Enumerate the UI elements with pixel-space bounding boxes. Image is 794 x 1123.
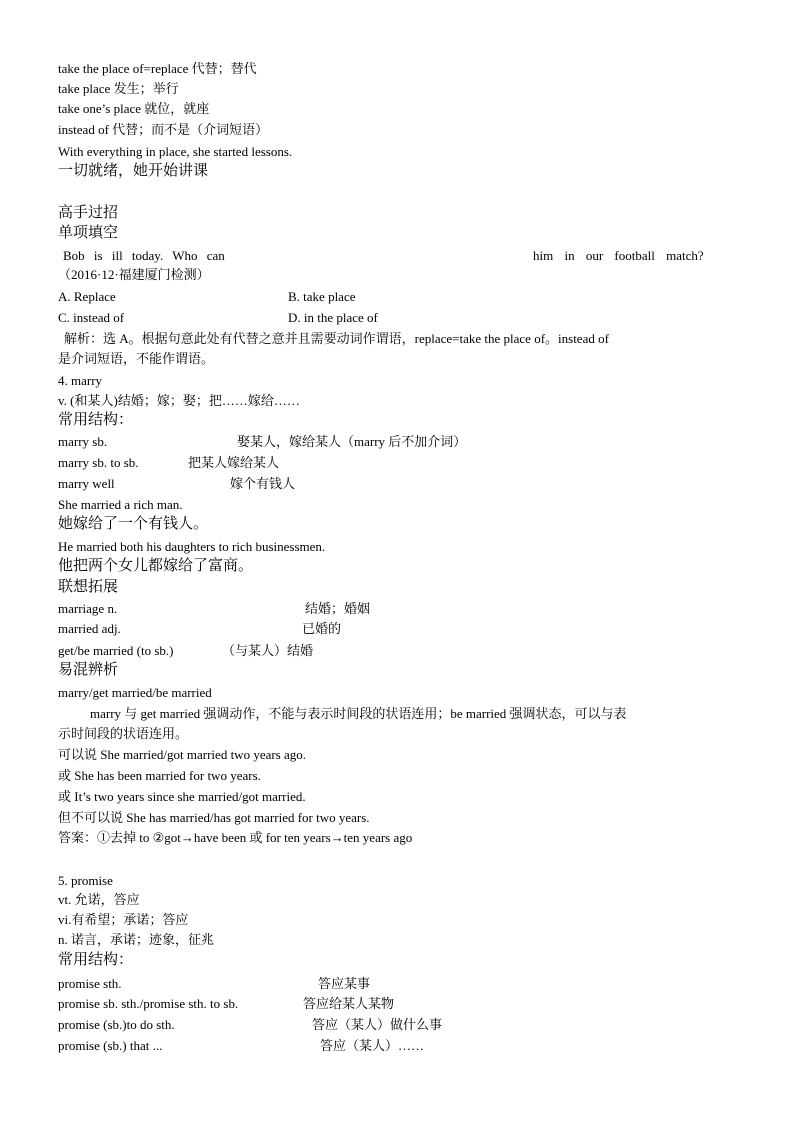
structure-meaning: 结婚；婚姻 <box>305 601 371 616</box>
text-line: 或 It’s two years since she married/got married. <box>58 789 306 804</box>
structure-meaning: （与某人）结婚 <box>222 643 314 658</box>
text-line: take the place of=replace 代替；替代 <box>58 61 257 76</box>
text-line: 她嫁给了一个有钱人。 <box>58 516 209 532</box>
structure-meaning: 答应（某人）做什么事 <box>312 1017 443 1032</box>
text-line: 但不可以说 She has married/has got married for two years. <box>58 810 370 825</box>
answer: 答案：①去掉 to ②got→have been 或 for ten years→ten years ago <box>58 830 413 845</box>
question-stem-end: him in our football match? <box>533 248 704 263</box>
text-line: marry 与 get married 强调动作，不能与表示时间段的状语连用；be married 强调状态，可以与表 <box>90 706 627 721</box>
analysis: 解析：选 A。根据句意此处有代替之意并且需要动词作谓语，replace=take the place of。instead of <box>64 331 609 346</box>
structure-meaning: 答应给某人某物 <box>303 996 395 1011</box>
structure-term: get/be married (to sb.) <box>58 643 174 658</box>
option-c: C. instead of <box>58 310 125 325</box>
option-a: A. Replace <box>58 289 116 304</box>
structure-meaning: 娶某人，嫁给某人（marry 后不加介词） <box>237 434 467 449</box>
section-heading: 易混辨析 <box>58 662 119 678</box>
structure-term: marry sb. to sb. <box>58 455 139 470</box>
question-stem: Bob is ill today. Who can <box>63 248 225 263</box>
section-heading: 联想拓展 <box>58 579 119 595</box>
text-line: 常用结构： <box>58 952 134 968</box>
text-line: With everything in place, she started lessons. <box>58 144 293 159</box>
text-line: marry/get married/be married <box>58 685 212 700</box>
text-line: n. 诺言，承诺；迹象，征兆 <box>58 932 215 947</box>
structure-term: marriage n. <box>58 601 118 616</box>
text-line: 一切就绪，她开始讲课 <box>58 163 209 179</box>
text-line: 他把两个女儿都嫁给了富商。 <box>58 558 254 574</box>
structure-term: promise sb. sth./promise sth. to sb. <box>58 996 239 1011</box>
text-line: take place 发生；举行 <box>58 81 179 96</box>
analysis: 是介词短语，不能作谓语。 <box>58 351 215 366</box>
structure-meaning: 答应（某人）…… <box>320 1038 425 1053</box>
text-line: take one’s place 就位，就座 <box>58 101 210 116</box>
text-line: v. (和某人)结婚；嫁；娶；把……嫁给…… <box>58 393 300 408</box>
option-b: B. take place <box>288 289 356 304</box>
text-line: vi.有希望；承诺；答应 <box>58 912 189 927</box>
text-line: 常用结构： <box>58 412 134 428</box>
section-heading: 单项填空 <box>58 225 119 241</box>
text-line: 示时间段的状语连用。 <box>58 726 189 741</box>
text-line: 可以说 She married/got married two years ago. <box>58 747 307 762</box>
text-line: She married a rich man. <box>58 497 183 512</box>
structure-meaning: 答应某事 <box>318 976 371 991</box>
text-line: He married both his daughters to rich businessmen. <box>58 539 326 554</box>
question-source: （2016·12·福建厦门检测） <box>58 267 210 282</box>
structure-term: married adj. <box>58 621 121 636</box>
section-heading: 高手过招 <box>58 205 119 221</box>
text-line: vt. 允诺，答应 <box>58 892 140 907</box>
structure-term: promise (sb.)to do sth. <box>58 1017 175 1032</box>
structure-term: marry well <box>58 476 115 491</box>
structure-term: promise sth. <box>58 976 122 991</box>
text-line: 或 She has been married for two years. <box>58 768 261 783</box>
entry-heading: 4. marry <box>58 373 103 388</box>
structure-meaning: 把某人嫁给某人 <box>188 455 280 470</box>
structure-meaning: 嫁个有钱人 <box>230 476 296 491</box>
structure-meaning: 已婚的 <box>302 621 342 636</box>
structure-term: promise (sb.) that ... <box>58 1038 163 1053</box>
option-d: D. in the place of <box>288 310 378 325</box>
structure-term: marry sb. <box>58 434 108 449</box>
entry-heading: 5. promise <box>58 873 113 888</box>
text-line: instead of 代替；而不是（介词短语） <box>58 122 269 137</box>
